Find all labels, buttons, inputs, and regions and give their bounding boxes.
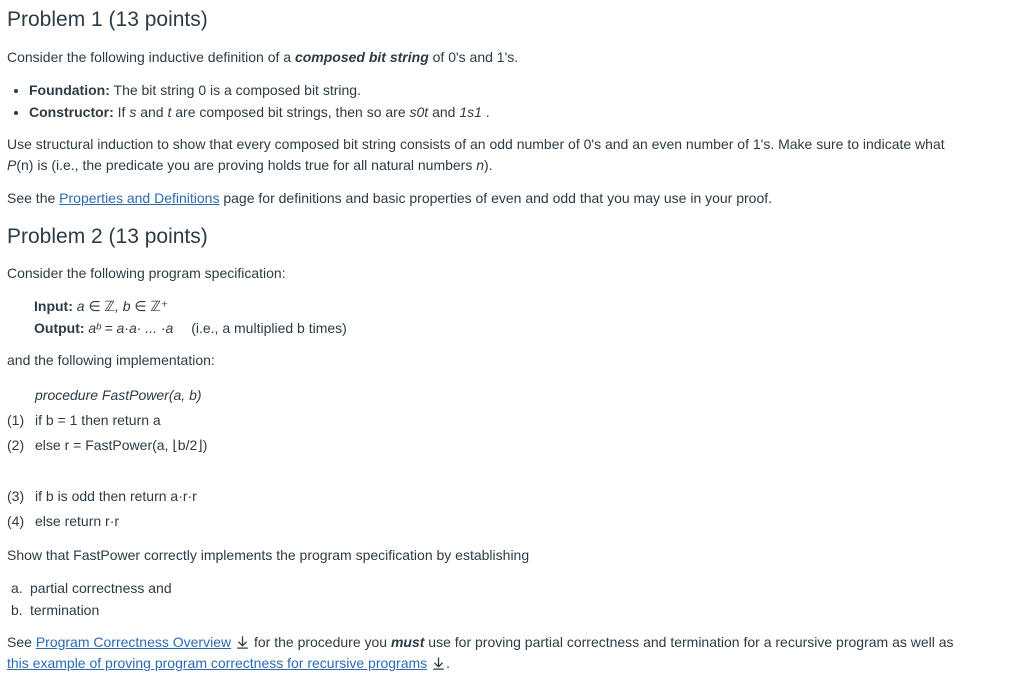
foundation-item: • Foundation: The bit string 0 is a composed bit string. [29,80,490,101]
program-specification [34,296,347,339]
procedure-line-4: (4) else return r·r [7,513,120,529]
problem-2-title: Problem 2 (13 points) [7,225,208,248]
procedure-header: procedure FastPower(a, b) [35,387,202,403]
show-statement: Show that FastPower correctly implements the program specification by establishing [7,547,530,563]
implementation-intro: and the following implementation: [7,352,215,368]
procedure-line-2: (2) else r = FastPower(a, ⌊b/2⌋) [7,437,208,453]
definition-list [7,80,490,123]
input-label: Input: [34,298,73,314]
problem-1-intro: Consider the following inductive definition of a composed bit string of 0's and 1's. [7,49,519,65]
constructor-label: Constructor: [29,104,114,120]
procedure-line-3: (3) if b is odd then return a·r·r [7,488,197,504]
problem-2-intro: Consider the following program specification: [7,265,286,281]
proof-part-a: a. partial correctness and [11,580,172,596]
download-icon[interactable] [235,635,250,650]
foundation-label: Foundation: [29,82,110,98]
program-correctness-overview-link[interactable]: Program Correctness Overview [35,634,232,650]
download-icon[interactable] [431,656,446,671]
proof-part-b: b. termination [11,602,100,618]
problem-2-see-also: See Program Correctness Overview for the procedure you must use for proving partial correctness and termination for a recursive program as well as this example of proving program correctness for recursive programs . [7,634,954,671]
spec-input: Input: a ∈ ℤ, b ∈ ℤ⁺ [34,298,169,314]
composed-bit-string-term: composed bit string [294,49,429,65]
properties-definitions-link[interactable]: Properties and Definitions [59,190,220,206]
output-label: Output: [34,320,85,336]
problem-1-task: Use structural induction to show that every composed bit string consists of an odd number of 0's and an even number of 1's. Make sure to indicate what P(n) is (i.e., the predicate you are proving holds true for all natural numbers n). [7,136,945,173]
recursive-correctness-example-link[interactable]: this example of proving program correctness for recursive programs [7,655,428,671]
procedure-line-1: (1) if b = 1 then return a [7,412,161,428]
output-note: (i.e., a multiplied b times) [191,320,347,336]
problem-1-title: Problem 1 (13 points) [7,8,208,31]
problem-1-see-also: See the Properties and Definitions page for definitions and basic properties of even and odd that you may use in your proof. [7,190,773,206]
spec-output: Output: aᵇ = a·a· ... ·a (i.e., a multiplied b times) [34,320,347,336]
constructor-item: • Constructor: If s and t are composed bit strings, then so are s0t and 1s1 . [29,102,490,123]
proof-parts-list [7,578,172,621]
